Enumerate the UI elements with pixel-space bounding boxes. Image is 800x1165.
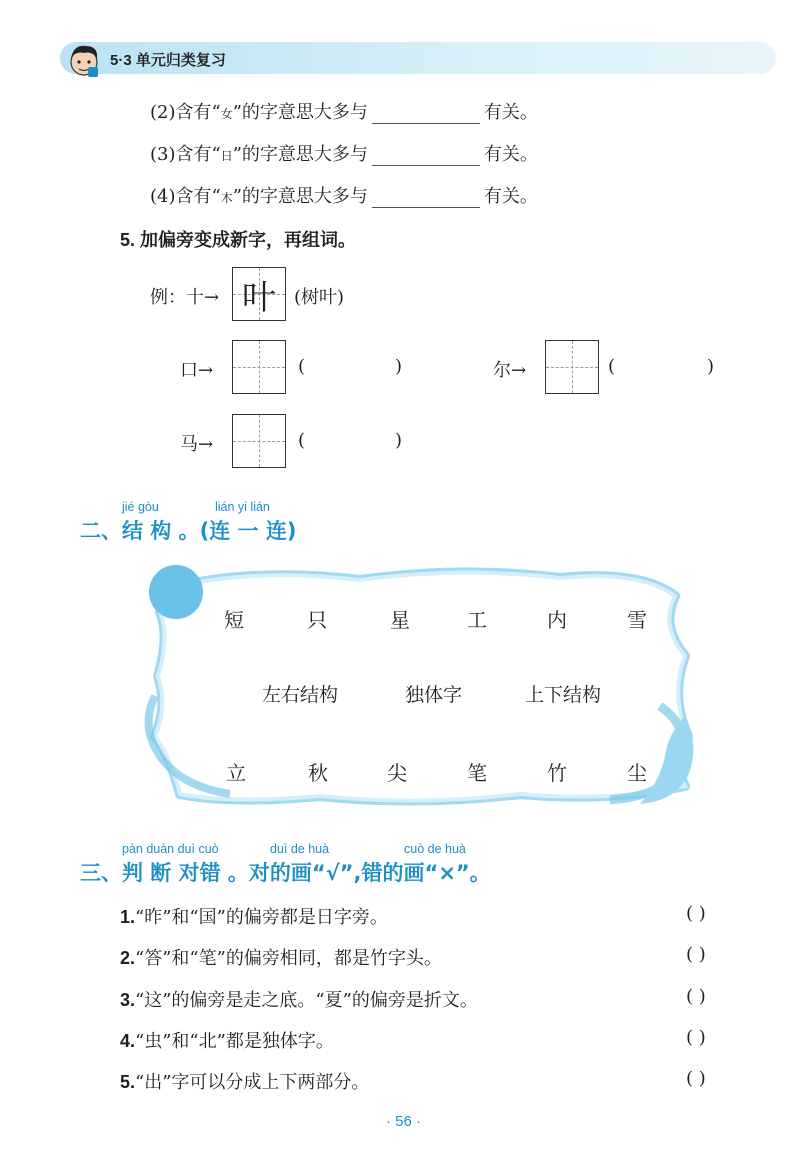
page-number: · 56 · (386, 1113, 422, 1130)
char-item[interactable]: 竹 (547, 761, 567, 785)
answer-blank[interactable] (372, 143, 480, 166)
pinyin-jiegou: jié gòu (122, 500, 159, 514)
q5-item-kou-grid[interactable] (232, 340, 286, 394)
pinyin-lianyilian: lián yi lián (215, 500, 270, 514)
paren-open: ( (298, 430, 306, 451)
char-item[interactable]: 只 (307, 608, 327, 632)
section2-title: 二、结 构 。(连 一 连) (80, 519, 297, 543)
pinyin-panduan: pàn duàn duì cuò (122, 842, 219, 856)
pinyin-cuodehua: cuò de huà (404, 842, 466, 856)
section3-title: 三、判 断 对错 。对的画“√”,错的画“×”。 (80, 861, 491, 885)
paren-open: ( (608, 356, 616, 377)
header-title: 5·3 单元归类复习 (110, 52, 226, 69)
judge-item: 1.“昨”和“国”的偏旁都是日字旁。 (120, 907, 388, 928)
judge-item: 5.“出”字可以分成上下两部分。 (120, 1072, 370, 1093)
char-item[interactable]: 星 (390, 608, 410, 632)
q5-item-kou-label: 口→ (180, 360, 214, 381)
example-char: 叶 (242, 277, 276, 318)
answer-blank[interactable] (372, 101, 480, 124)
char-item[interactable]: 尖 (387, 761, 407, 785)
judge-item: 4.“虫”和“北”都是独体字。 (120, 1031, 334, 1052)
q5-item-er-label: 尔→ (493, 360, 527, 381)
char-item[interactable]: 内 (547, 608, 567, 632)
radical-nv: 女 (220, 107, 233, 121)
paren-open: ( (298, 356, 306, 377)
example-label: 例：十→ (150, 287, 220, 308)
radical-mu: 木 (220, 191, 233, 205)
category-left-right[interactable]: 左右结构 (262, 684, 339, 706)
pinyin-duidehua: duì de huà (270, 842, 330, 856)
category-top-bottom[interactable]: 上下结构 (525, 684, 602, 706)
char-item[interactable]: 笔 (467, 761, 487, 785)
answer-paren[interactable]: ( ) (686, 986, 706, 1007)
char-item[interactable]: 工 (467, 608, 487, 632)
example-grid (232, 267, 286, 321)
q5-heading: 5. 加偏旁变成新字，再组词。 (120, 230, 357, 250)
answer-paren[interactable]: ( ) (686, 944, 706, 965)
char-item[interactable]: 短 (224, 608, 244, 632)
example-word: (树叶) (294, 287, 345, 308)
judge-item: 2.“答”和“笔”的偏旁相同，都是竹字头。 (120, 948, 442, 969)
q5-item-ma-label: 马→ (180, 434, 214, 455)
char-item[interactable]: 立 (226, 761, 246, 785)
answer-paren[interactable]: ( ) (686, 903, 706, 924)
mascot-icon (64, 40, 104, 80)
char-item[interactable]: 雪 (627, 608, 647, 632)
q5-item-ma-grid[interactable] (232, 414, 286, 468)
paren-close: ) (395, 430, 403, 451)
answer-paren[interactable]: ( ) (686, 1027, 706, 1048)
judge-item: 3.“这”的偏旁是走之底。“夏”的偏旁是折文。 (120, 990, 478, 1011)
paren-close: ) (395, 356, 403, 377)
category-single[interactable]: 独体字 (405, 684, 463, 706)
paren-close: ) (707, 356, 715, 377)
radical-ri: 日 (220, 149, 233, 163)
q4-line-2: (2)含有“女”的字意思大多与 有关。 (150, 102, 538, 123)
q4-line-3: (3)含有“日”的字意思大多与 有关。 (150, 144, 538, 165)
char-item[interactable]: 尘 (627, 761, 647, 785)
answer-paren[interactable]: ( ) (686, 1068, 706, 1089)
answer-blank[interactable] (372, 185, 480, 208)
q5-item-er-grid[interactable] (545, 340, 599, 394)
q4-line-4: (4)含有“木”的字意思大多与 有关。 (150, 186, 538, 207)
char-item[interactable]: 秋 (308, 761, 328, 785)
